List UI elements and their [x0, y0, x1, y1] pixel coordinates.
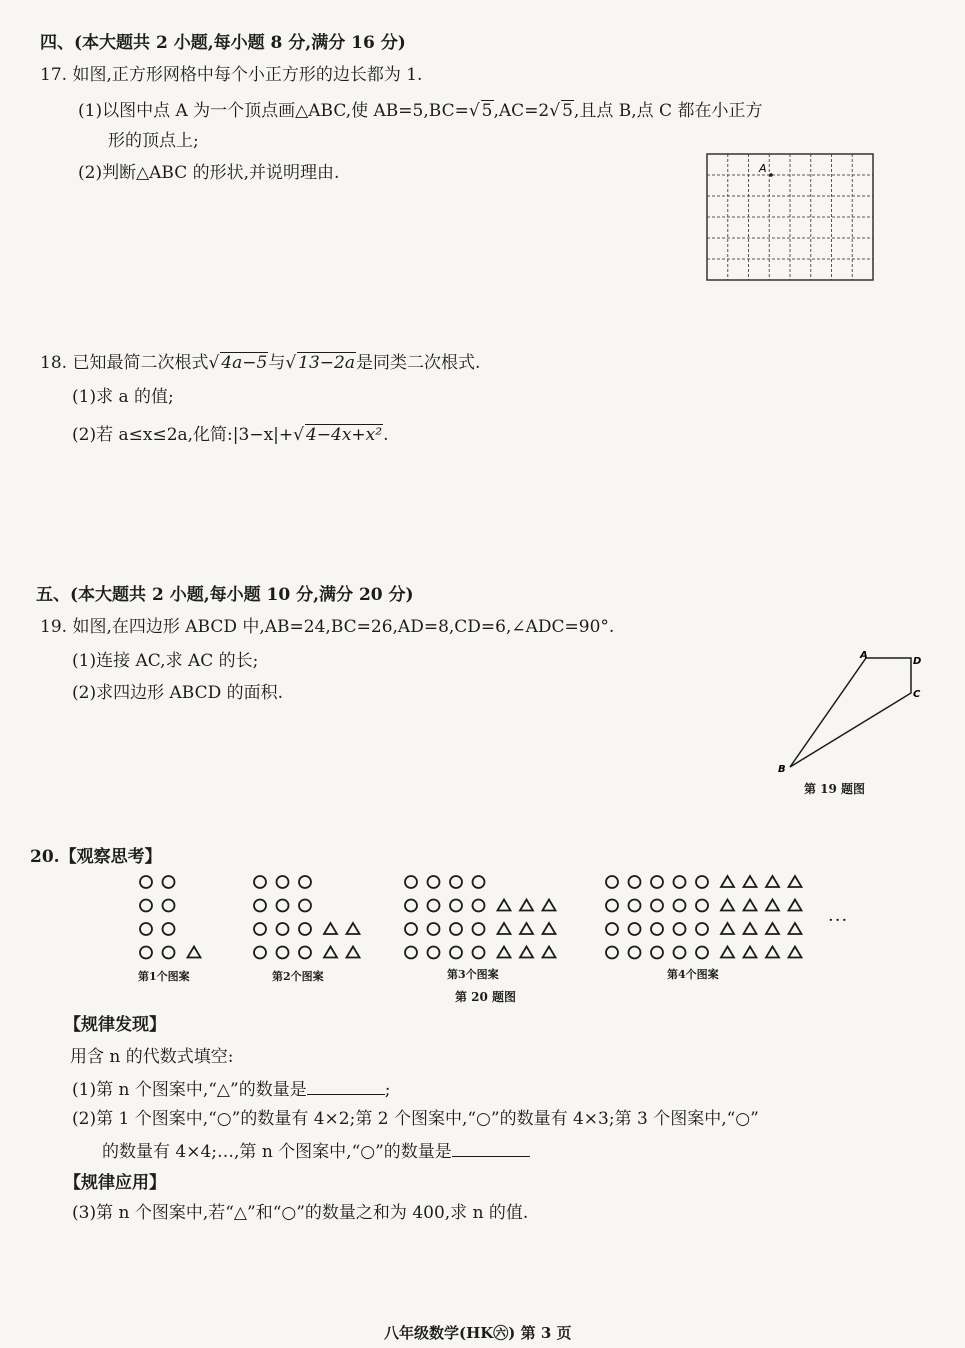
pattern-1-triangle [188, 947, 201, 958]
pattern-4-circle [696, 947, 708, 959]
pattern-4-circle [629, 923, 641, 935]
pattern-3-circle [428, 923, 440, 935]
pattern-4-triangle [766, 947, 779, 958]
pattern-4-triangle [744, 900, 757, 911]
pattern-2-circle [299, 876, 311, 888]
q17-part1-b: ,AC=2 [493, 101, 550, 121]
pattern-1-circle [140, 876, 152, 888]
pattern-2-circle [277, 900, 289, 912]
pattern-4-circle [629, 900, 641, 912]
sqrt-symbol: √ [549, 101, 561, 121]
q20-figure-caption: 第 20 题图 [455, 990, 517, 1004]
pattern-3-circle [405, 876, 417, 888]
q20-part2-line2 [102, 1140, 530, 1163]
pattern-3-circle [428, 947, 440, 959]
q18-part2-a: (2)若 a≤x≤2a,化简:|3−x|+ [72, 425, 294, 445]
pattern-2-circle [254, 947, 266, 959]
pattern-4-triangle [789, 947, 802, 958]
pattern-4-circle [606, 900, 618, 912]
pattern-2-circle [277, 923, 289, 935]
pattern-3-triangle [543, 923, 556, 934]
pattern-3-circle [473, 876, 485, 888]
pattern-3-triangle [498, 900, 511, 911]
pattern-3-circle [473, 923, 485, 935]
sqrt-symbol: √ [208, 353, 220, 373]
pattern-1-circle [163, 947, 175, 959]
pattern-4-triangle [789, 900, 802, 911]
pattern-2-label: 第2个图案 [272, 970, 324, 983]
sqrt-symbol: √ [285, 353, 297, 373]
answer-blank-1[interactable] [307, 1078, 385, 1095]
pattern-2-triangle [324, 923, 337, 934]
rule-application-heading: 【规律应用】 [64, 1173, 166, 1193]
pattern-3-triangle [498, 947, 511, 958]
pattern-4-circle [651, 900, 663, 912]
q18-part2-b: . [383, 425, 389, 445]
q19-part1: (1)连接 AC,求 AC 的长; [72, 651, 259, 671]
pattern-2-circle [277, 876, 289, 888]
vertex-b-label: B [778, 764, 786, 775]
q18-stem-a: 18. 已知最简二次根式 [40, 353, 209, 373]
pattern-3-triangle [520, 923, 533, 934]
pattern-1-circle [163, 900, 175, 912]
pattern-2-circle [254, 900, 266, 912]
q17-part1-c: ,且点 B,点 C 都在小正方 [573, 101, 763, 121]
pattern-4-triangle [766, 876, 779, 887]
q19-stem: 19. 如图,在四边形 ABCD 中,AB=24,BC=26,AD=8,CD=6,∠ADC=90°. [40, 617, 615, 637]
pattern-1-circle [163, 923, 175, 935]
pattern-3-circle [450, 900, 462, 912]
answer-blank-2[interactable] [452, 1140, 530, 1157]
pattern-4-circle [606, 876, 618, 888]
pattern-3-circle [473, 900, 485, 912]
q20-part1-text: (1)第 n 个图案中,“△”的数量是 [72, 1080, 307, 1100]
pattern-4-triangle [744, 876, 757, 887]
q20-title: 20.【观察思考】 [30, 847, 162, 867]
vertex-a-label: A [860, 650, 868, 661]
pattern-4-circle [606, 947, 618, 959]
q18-part1: (1)求 a 的值; [72, 387, 174, 407]
q18-radicand-2: 13−2a [298, 353, 355, 373]
pattern-2-circle [299, 900, 311, 912]
q20-part3: (3)第 n 个图案中,若“△”和“○”的数量之和为 400,求 n 的值. [72, 1203, 529, 1223]
section-4-header: 四、(本大题共 2 小题,每小题 8 分,满分 16 分) [40, 33, 406, 53]
pattern-4-triangle [721, 947, 734, 958]
q20-instruction: 用含 n 的代数式填空: [70, 1047, 234, 1067]
q18-stem-b: 与 [268, 353, 286, 373]
pattern-4-circle [629, 876, 641, 888]
pattern-2-circle [277, 947, 289, 959]
pattern-1-circle [163, 876, 175, 888]
q20-patterns-figure [0, 868, 965, 968]
pattern-4-circle [696, 923, 708, 935]
sqrt-symbol: √ [293, 425, 304, 445]
pattern-4-circle [606, 923, 618, 935]
section-5-header: 五、(本大题共 2 小题,每小题 10 分,满分 20 分) [36, 585, 414, 605]
pattern-4-circle [674, 876, 686, 888]
pattern-4-circle [696, 900, 708, 912]
pattern-4-label: 第4个图案 [667, 968, 719, 981]
pattern-4-circle [629, 947, 641, 959]
pattern-4-circle [674, 947, 686, 959]
q20-part1 [72, 1078, 390, 1101]
vertex-d-label: D [913, 656, 922, 667]
pattern-3-triangle [543, 947, 556, 958]
quadrilateral-abcd [790, 658, 911, 767]
pattern-3-circle [473, 947, 485, 959]
q17-part1-line2: 形的顶点上; [108, 131, 199, 151]
pattern-3-circle [405, 900, 417, 912]
pattern-3-triangle [520, 900, 533, 911]
q19-figure-caption: 第 19 题图 [804, 782, 866, 796]
pattern-2-triangle [347, 947, 360, 958]
pattern-3-circle [405, 947, 417, 959]
q17-grid-figure [700, 148, 880, 288]
q18-stem [40, 352, 480, 374]
pattern-3-triangle [543, 900, 556, 911]
q17-part1 [78, 100, 762, 122]
rule-discovery-heading: 【规律发现】 [64, 1015, 166, 1035]
vertex-c-label: C [913, 689, 921, 700]
pattern-3-circle [450, 923, 462, 935]
pattern-2-triangle [324, 947, 337, 958]
pattern-3-circle [428, 876, 440, 888]
q17-stem: 17. 如图,正方形网格中每个小正方形的边长都为 1. [40, 65, 423, 85]
q17-part1-a: (1)以图中点 A 为一个顶点画△ABC,使 AB=5,BC= [78, 101, 469, 121]
q17-radicand-ac: 5 [562, 101, 573, 121]
pattern-4-circle [674, 900, 686, 912]
pattern-4-triangle [766, 923, 779, 934]
pattern-4-triangle [744, 923, 757, 934]
q20-part2-line2-text: 的数量有 4×4;…,第 n 个图案中,“○”的数量是 [102, 1142, 452, 1162]
q17-radicand-bc: 5 [481, 101, 493, 121]
q18-part2 [72, 424, 389, 446]
pattern-4-circle [651, 876, 663, 888]
q18-radicand-3: 4−4x+x² [305, 425, 383, 445]
pattern-2-circle [254, 923, 266, 935]
q19-part2: (2)求四边形 ABCD 的面积. [72, 683, 284, 703]
pattern-4-triangle [721, 900, 734, 911]
q17-part2: (2)判断△ABC 的形状,并说明理由. [78, 163, 340, 183]
pattern-3-circle [428, 900, 440, 912]
q19-quadrilateral-figure [770, 645, 935, 780]
pattern-3-circle [450, 947, 462, 959]
page-footer: 八年级数学(HK㊅) 第 3 页 [384, 1324, 572, 1342]
pattern-4-circle [696, 876, 708, 888]
pattern-1-label: 第1个图案 [138, 970, 190, 983]
pattern-4-triangle [766, 900, 779, 911]
pattern-1-circle [140, 947, 152, 959]
pattern-4-circle [651, 923, 663, 935]
pattern-3-triangle [520, 947, 533, 958]
grid-point-a [769, 173, 773, 177]
pattern-3-triangle [498, 923, 511, 934]
grid-point-a-label: A [759, 162, 767, 175]
pattern-2-circle [299, 947, 311, 959]
pattern-4-triangle [789, 923, 802, 934]
pattern-4-triangle [744, 947, 757, 958]
grid-lines [707, 154, 873, 280]
pattern-3-label: 第3个图案 [447, 968, 499, 981]
pattern-1-circle [140, 900, 152, 912]
pattern-1-circle [140, 923, 152, 935]
q20-part1-end: ; [384, 1080, 391, 1100]
q18-radicand-1: 4a−5 [221, 353, 268, 373]
pattern-4-triangle [789, 876, 802, 887]
pattern-2-circle [254, 876, 266, 888]
pattern-2-circle [299, 923, 311, 935]
pattern-4-circle [674, 923, 686, 935]
pattern-4-triangle [721, 923, 734, 934]
q20-part2-line1: (2)第 1 个图案中,“○”的数量有 4×2;第 2 个图案中,“○”的数量有 4×3;第 3 个图案中,“○” [72, 1109, 759, 1129]
patterns-ellipsis: ··· [828, 910, 849, 931]
pattern-4-circle [651, 947, 663, 959]
pattern-4-triangle [721, 876, 734, 887]
pattern-3-circle [405, 923, 417, 935]
sqrt-symbol: √ [468, 101, 480, 121]
pattern-2-triangle [347, 923, 360, 934]
q18-stem-c: 是同类二次根式. [355, 353, 481, 373]
pattern-3-circle [450, 876, 462, 888]
